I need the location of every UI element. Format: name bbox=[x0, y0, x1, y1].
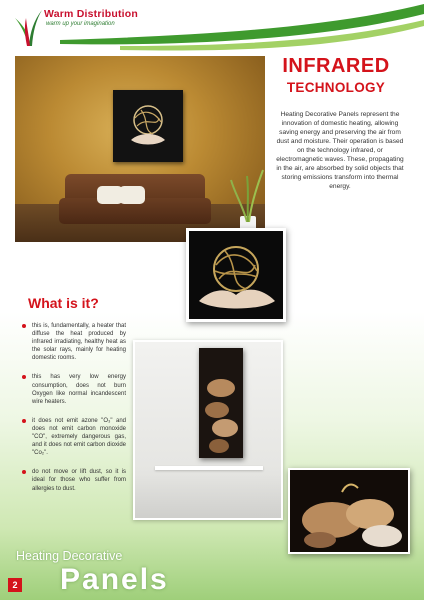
list-item-text: it does not emit azone "O₃" and does not emit carbon monoxide "CO", extremely dangerous gas, and it does not emit carbon dioxide "Co₂". bbox=[32, 417, 126, 457]
stones-artwork-icon bbox=[199, 348, 243, 458]
wall-heating-panel bbox=[113, 90, 183, 162]
list-item-text: this has very low energy consumption, does not burn Oxygen like normal incandescent wire heaters. bbox=[32, 374, 126, 405]
vertical-heating-panel bbox=[199, 348, 243, 458]
header bbox=[0, 0, 424, 62]
list-item bbox=[22, 468, 126, 492]
sphere-artwork-icon bbox=[113, 90, 183, 162]
pillow bbox=[119, 186, 145, 204]
grass-logo-icon bbox=[14, 6, 44, 46]
title-technology: TECHNOLOGY bbox=[286, 80, 386, 95]
brand-name: Warm Distribution bbox=[44, 8, 139, 20]
white-room-photo bbox=[133, 340, 283, 520]
room-floor bbox=[135, 476, 281, 518]
bullet-icon bbox=[22, 375, 26, 379]
feature-list bbox=[22, 322, 126, 504]
brand-tagline: warm up your imagination bbox=[46, 21, 115, 27]
stones-closeup-icon bbox=[290, 470, 408, 552]
list-item-text: this is, fundamentally, a heater that diffuse the heat produced by infrared irradiating, healthy heat as the solar rays, mainly for heating domestic rooms. bbox=[32, 323, 126, 362]
hands-sphere-photo bbox=[186, 228, 286, 322]
plant-icon bbox=[229, 166, 265, 222]
footer-subtitle: Heating Decorative bbox=[16, 549, 123, 563]
bullet-icon bbox=[22, 324, 26, 328]
living-room-photo bbox=[15, 56, 265, 242]
list-item-text: do not move or lift dust, so it is ideal for those who suffer from allergies to dust. bbox=[32, 469, 126, 492]
what-is-it-heading: What is it? bbox=[28, 295, 99, 311]
bullet-icon bbox=[22, 419, 26, 423]
list-item bbox=[22, 417, 126, 457]
footer-title: Panels bbox=[60, 563, 169, 596]
list-item bbox=[22, 373, 126, 405]
list-item bbox=[22, 322, 126, 362]
bullet-icon bbox=[22, 470, 26, 474]
sphere-in-hands-icon bbox=[189, 231, 283, 319]
intro-paragraph: Heating Decorative Panels represent the innovation of domestic heating, allowing saving energy and preserving the air from dust and moisture. Their operation is based on the technology infrared, or electromagnetic waves. These, propagating in the air, are absorbed by solid objects that storing emissions transform into thermal energy. bbox=[276, 111, 404, 190]
title-infrared: INFRARED bbox=[282, 55, 390, 77]
stones-photo bbox=[288, 468, 410, 554]
page-number: 2 bbox=[8, 578, 22, 592]
wall-shelf bbox=[155, 466, 263, 470]
